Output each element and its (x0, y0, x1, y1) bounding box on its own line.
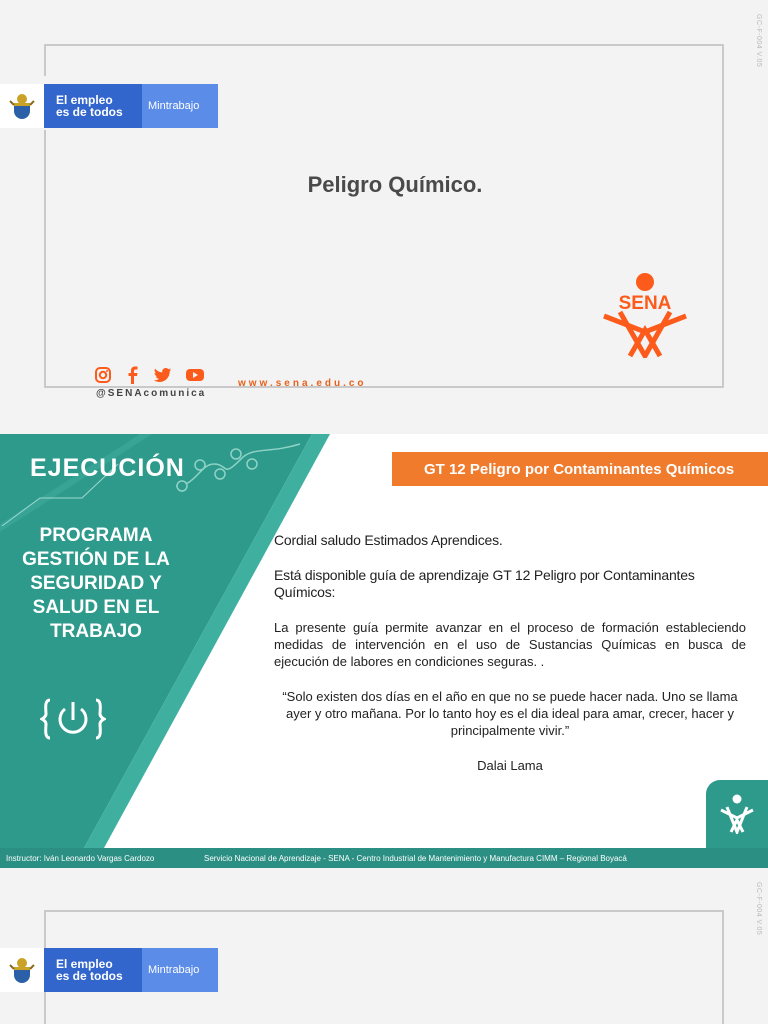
slogan-line: El empleo (56, 957, 113, 971)
government-banner (0, 84, 218, 128)
greeting-text: Cordial saludo Estimados Aprendices. (274, 532, 503, 548)
slide-next-partial (0, 868, 768, 1024)
slide-cover (0, 0, 768, 434)
facebook-icon[interactable] (126, 366, 140, 384)
document-code: GC-F-004 V.05 (755, 14, 762, 68)
slogan-line: es de todos (56, 969, 123, 983)
slide-frame-edge (44, 992, 46, 1024)
ministry-label: Mintrabajo (142, 84, 218, 128)
program-line: PROGRAMA (39, 525, 153, 546)
slogan-line: El empleo (56, 93, 113, 107)
slide-frame-edge (44, 910, 724, 912)
twitter-icon[interactable] (154, 367, 172, 383)
colombia-shield-icon (0, 84, 44, 128)
footer-organization: Servicio Nacional de Aprendizaje - SENA - Centro Industrial de Mantenimiento y Manufactura CIMM – Regional Boyacá (204, 853, 627, 863)
government-slogan (44, 948, 142, 992)
slide-title: Peligro Químico. (307, 172, 483, 197)
slide-frame-edge (44, 44, 46, 76)
footer-instructor: Instructor: Iván Leonardo Vargas Cardozo (6, 853, 155, 863)
guide-description: La presente guía permite avanzar en el proceso de formación estableciendo medidas de intervención en el uso de Sustancias Químicas en busca de ejecución de labores en condiciones seguras. . (274, 620, 746, 669)
slide-footer (0, 848, 768, 868)
slide-frame-edge (44, 130, 46, 388)
program-line: GESTIÓN DE LA (22, 549, 170, 570)
quote-text: “Solo existen dos días en el año en que no se puede hacer nada. Uno se llama ayer y otro mañana. Por lo tanto hoy es el dia ideal para amar, crecer, hacer y principalmente vivir.” (282, 689, 738, 738)
website-link[interactable]: www.sena.edu.co (238, 378, 367, 389)
social-icons (94, 366, 204, 384)
guide-banner: GT 12 Peligro por Contaminantes Químicos (392, 452, 768, 486)
sena-logo-icon (719, 794, 755, 834)
program-line: SALUD EN EL (32, 597, 160, 618)
sena-logo-icon (600, 272, 690, 358)
government-banner (0, 948, 218, 992)
guide-availability-text: Está disponible guía de aprendizaje GT 12 Peligro por Contaminantes Químicos: (274, 567, 695, 600)
government-slogan (44, 84, 142, 128)
sena-corner-badge (706, 780, 768, 848)
program-line: TRABAJO (50, 621, 142, 642)
quote-author: Dalai Lama (477, 758, 543, 773)
program-title (6, 524, 186, 644)
slide-frame-edge (44, 910, 46, 948)
ministry-label: Mintrabajo (142, 948, 218, 992)
instagram-icon[interactable] (94, 366, 112, 384)
social-handle: @SENAcomunica (96, 388, 207, 399)
colombia-shield-icon (0, 948, 44, 992)
slide-frame-edge (722, 910, 724, 1024)
document-code: GC-F-004 V.05 (755, 882, 762, 936)
announcement-body (274, 532, 746, 774)
slogan-line: es de todos (56, 105, 123, 119)
program-line: SEGURIDAD Y (30, 573, 162, 594)
youtube-icon[interactable] (186, 368, 204, 382)
sena-wordmark: SENA (618, 293, 672, 314)
power-braces-icon (40, 696, 106, 742)
slide-announcement (0, 434, 768, 868)
section-title: EJECUCIÓN (30, 454, 185, 482)
